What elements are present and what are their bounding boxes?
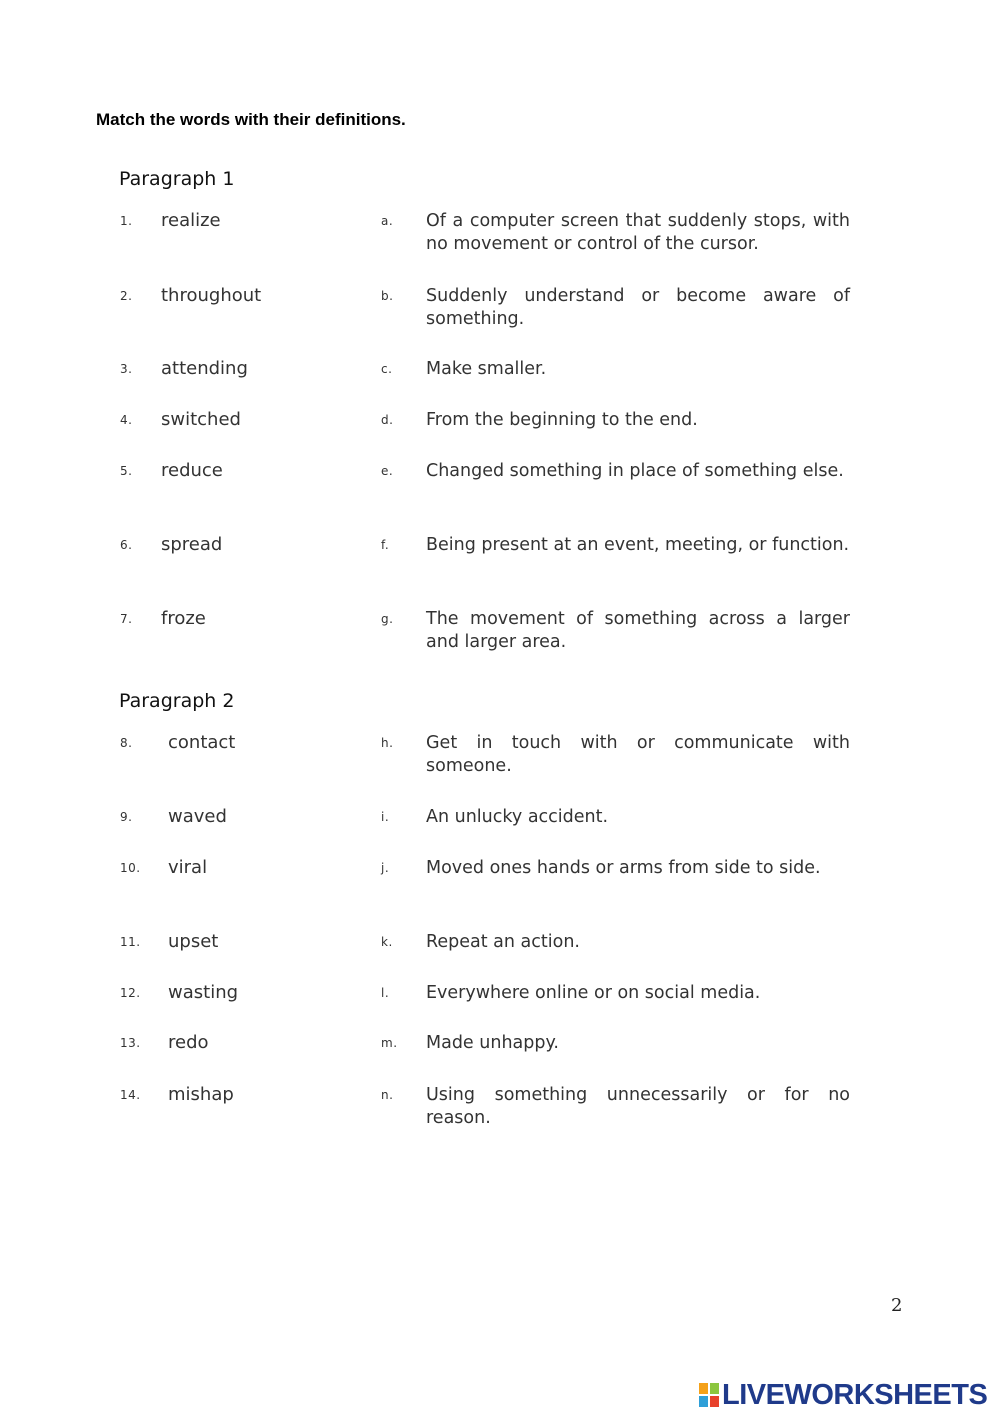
vocab-word: realize xyxy=(161,210,221,231)
item-number: 1. xyxy=(120,214,133,228)
item-number: 11. xyxy=(120,935,141,949)
definition-letter: n. xyxy=(381,1088,394,1102)
item-number: 6. xyxy=(120,538,133,552)
item-number: 7. xyxy=(120,612,133,626)
liveworksheets-brand[interactable] xyxy=(698,1378,987,1412)
item-number: 9. xyxy=(120,810,133,824)
item-number: 8. xyxy=(120,736,133,750)
definition-text: An unlucky accident. xyxy=(426,807,609,827)
definition-text: Moved ones hands or arms from side to side. xyxy=(426,858,821,878)
vocab-word: upset xyxy=(168,931,219,952)
definition-letter: a. xyxy=(381,214,394,228)
item-number: 12. xyxy=(120,986,141,1000)
definition-letter: g. xyxy=(381,612,394,626)
definition-text: From the beginning to the end. xyxy=(426,410,698,430)
definition-letter: d. xyxy=(381,413,394,427)
vocab-word: froze xyxy=(161,608,206,629)
definition-text: Of a computer screen that suddenly stops, with no movement or control of the cursor. xyxy=(426,211,850,254)
vocab-word: switched xyxy=(161,409,241,430)
vocab-word: waved xyxy=(168,806,227,827)
definition-text: The movement of something across a larger and larger area. xyxy=(426,609,850,652)
item-number: 3. xyxy=(120,362,133,376)
definition-letter: k. xyxy=(381,935,393,949)
instruction-text: Match the words with their definitions. xyxy=(96,110,406,129)
item-number: 10. xyxy=(120,861,141,875)
vocab-word: throughout xyxy=(161,285,262,306)
definition-text: Changed something in place of something else. xyxy=(426,461,844,481)
item-number: 13. xyxy=(120,1036,141,1050)
definition-letter: i. xyxy=(381,810,390,824)
definition-letter: b. xyxy=(381,289,394,303)
liveworksheets-logo-icon xyxy=(698,1382,720,1408)
definition-text: Get in touch with or communicate with someone. xyxy=(426,733,850,776)
definition-letter: h. xyxy=(381,736,394,750)
definition-letter: j. xyxy=(381,861,390,875)
vocab-word: wasting xyxy=(168,982,239,1003)
item-number: 2. xyxy=(120,289,133,303)
vocab-word: contact xyxy=(168,732,236,753)
definition-letter: c. xyxy=(381,362,393,376)
definition-text: Made unhappy. xyxy=(426,1033,559,1053)
definition-text: Everywhere online or on social media. xyxy=(426,983,761,1003)
vocab-word: reduce xyxy=(161,460,223,481)
vocab-word: mishap xyxy=(168,1084,234,1105)
vocab-word: viral xyxy=(168,857,208,878)
page-number: 2 xyxy=(891,1295,903,1316)
vocab-word: spread xyxy=(161,534,223,555)
paragraph-2-heading: Paragraph 2 xyxy=(119,690,235,712)
definition-text: Using something unnecessarily or for no reason. xyxy=(426,1085,850,1128)
vocab-word: attending xyxy=(161,358,248,379)
definition-text: Repeat an action. xyxy=(426,932,580,952)
definition-letter: m. xyxy=(381,1036,398,1050)
definition-text: Being present at an event, meeting, or function. xyxy=(426,535,850,555)
definition-letter: f. xyxy=(381,538,390,552)
vocab-word: redo xyxy=(168,1032,209,1053)
brand-name: LIVEWORKSHEETS xyxy=(722,1378,988,1411)
item-number: 14. xyxy=(120,1088,141,1102)
item-number: 4. xyxy=(120,413,133,427)
definition-text: Make smaller. xyxy=(426,359,547,379)
definition-text: Suddenly understand or become aware of something. xyxy=(426,286,850,329)
definition-letter: l. xyxy=(381,986,390,1000)
item-number: 5. xyxy=(120,464,133,478)
paragraph-1-heading: Paragraph 1 xyxy=(119,168,235,190)
definition-letter: e. xyxy=(381,464,394,478)
